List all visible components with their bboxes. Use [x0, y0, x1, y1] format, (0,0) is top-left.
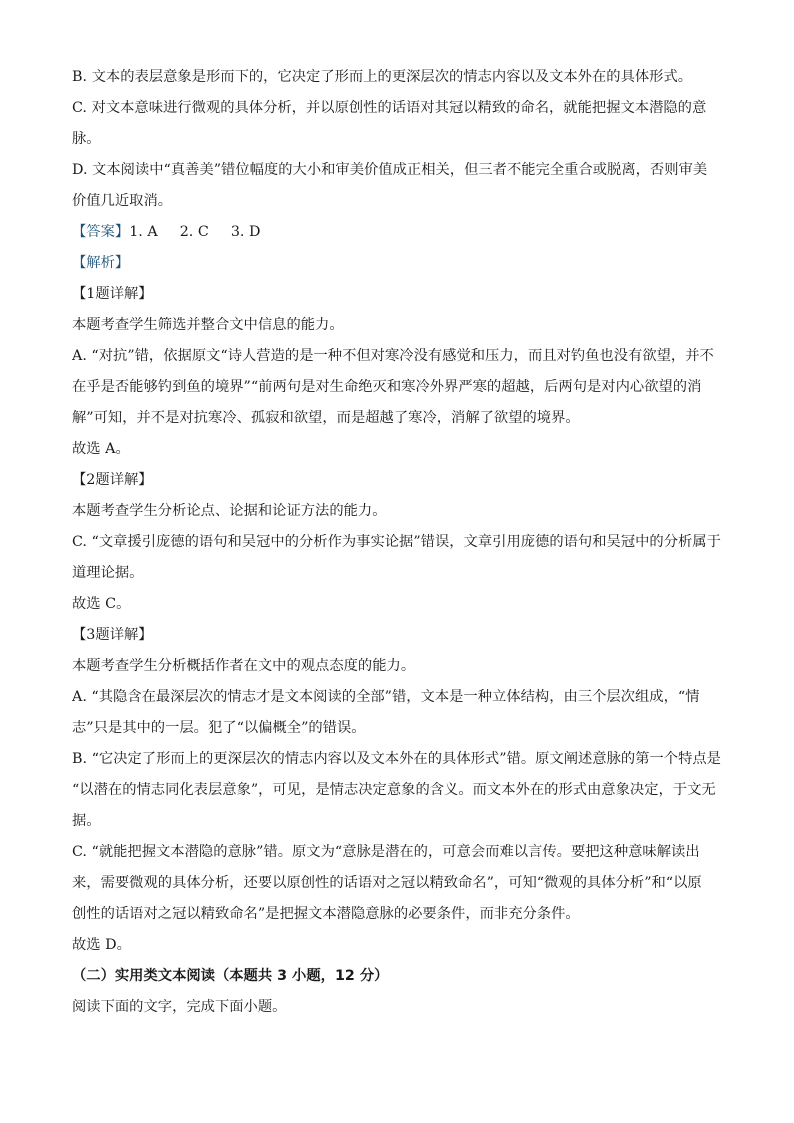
q2-label: 【2题详解】: [72, 472, 153, 488]
option-c-line-1: C. 对文本意味进行微观的具体分析，并以原创性的话语对其冠以精致的命名，就能把握文本潜隐的意: [72, 100, 707, 116]
answer-item: 2. C: [179, 224, 209, 240]
section-heading: （二）实用类文本阅读（本题共 3 小题，12 分）: [72, 968, 389, 984]
analysis-label: 【解析】: [72, 255, 130, 271]
option-c-line-2: 脉。: [72, 131, 101, 147]
option-b-line: B. 文本的表层意象是形而下的，它决定了形而上的更深层次的情志内容以及文本外在的具体形式。: [72, 69, 693, 85]
q3-text-line: 来，需要微观的具体分析，还要以原创性的话语对之冠以精致命名”，可知“微观的具体分析”和“以原: [72, 875, 702, 891]
q3-text-line: B. “它决定了形而上的更深层次的情志内容以及文本外在的具体形式”错。原文阐述意脉的第一个特点是: [72, 751, 721, 767]
q3-text-line: 创性的话语对之冠以精致命名”是把握文本潜隐意脉的必要条件，而非充分条件。: [72, 906, 580, 922]
q1-text-line: A. “对抗”错，依据原文“诗人营造的是一种不但对寒冷没有感觉和压力，而且对钓鱼也没有欲望，并不: [72, 348, 714, 364]
answer-item: 1. A: [129, 224, 158, 240]
q2-text-line: 道理论据。: [72, 565, 144, 581]
option-d-line-2: 价值几近取消。: [72, 193, 173, 209]
q3-text-line: A. “其隐含在最深层次的情志才是文本阅读的全部”错，文本是一种立体结构，由三个层次组成，“情: [72, 689, 700, 705]
q1-text-line: 本题考查学生筛选并整合文中信息的能力。: [72, 317, 344, 333]
answer-item: 3. D: [230, 224, 261, 240]
answer-line: [72, 217, 722, 248]
q3-label: 【3题详解】: [72, 627, 153, 643]
q3-text-line: 故选 D。: [72, 937, 131, 953]
q2-text-line: 本题考查学生分析论点、论据和论证方法的能力。: [72, 503, 387, 519]
q3-text-line: 志”只是其中的一层。犯了“以偏概全”的错误。: [72, 720, 366, 736]
q2-text-line: 故选 C。: [72, 596, 131, 612]
q1-label: 【1题详解】: [72, 286, 153, 302]
document-body: [72, 62, 722, 1023]
q3-text-line: 本题考查学生分析概括作者在文中的观点态度的能力。: [72, 658, 416, 674]
option-d-line-1: D. 文本阅读中“真善美”错位幅度的大小和审美价值成正相关，但三者不能完全重合或脱离，否则审美: [72, 162, 708, 178]
q1-text-line: 解”可知，并不是对抗寒冷、孤寂和欲望，而是超越了寒冷，消解了欲望的境界。: [72, 410, 580, 426]
q3-text-line: C. “就能把握文本潜隐的意脉”错。原文为“意脉是潜在的，可意会而难以言传。要把这种意味解读出: [72, 844, 700, 860]
q1-text-line: 故选 A。: [72, 441, 130, 457]
q1-text-line: 在乎是否能够钓到鱼的境界”“前两句是对生命绝灭和寒冷外界严寒的超越，后两句是对内心欲望的消: [72, 379, 702, 395]
q3-text-line: “以潜在的情志同化表层意象”，可见，是情志决定意象的含义。而文本外在的形式由意象决定，于文无: [72, 782, 716, 798]
reading-instruction: 阅读下面的文字，完成下面小题。: [72, 999, 287, 1015]
q3-text-line: 据。: [72, 813, 101, 829]
answer-label: 【答案】: [72, 224, 130, 240]
q2-text-line: C. “文章援引庞德的语句和吴冠中的分析作为事实论据”错误，文章引用庞德的语句和吴冠中的分析属于: [72, 534, 721, 550]
